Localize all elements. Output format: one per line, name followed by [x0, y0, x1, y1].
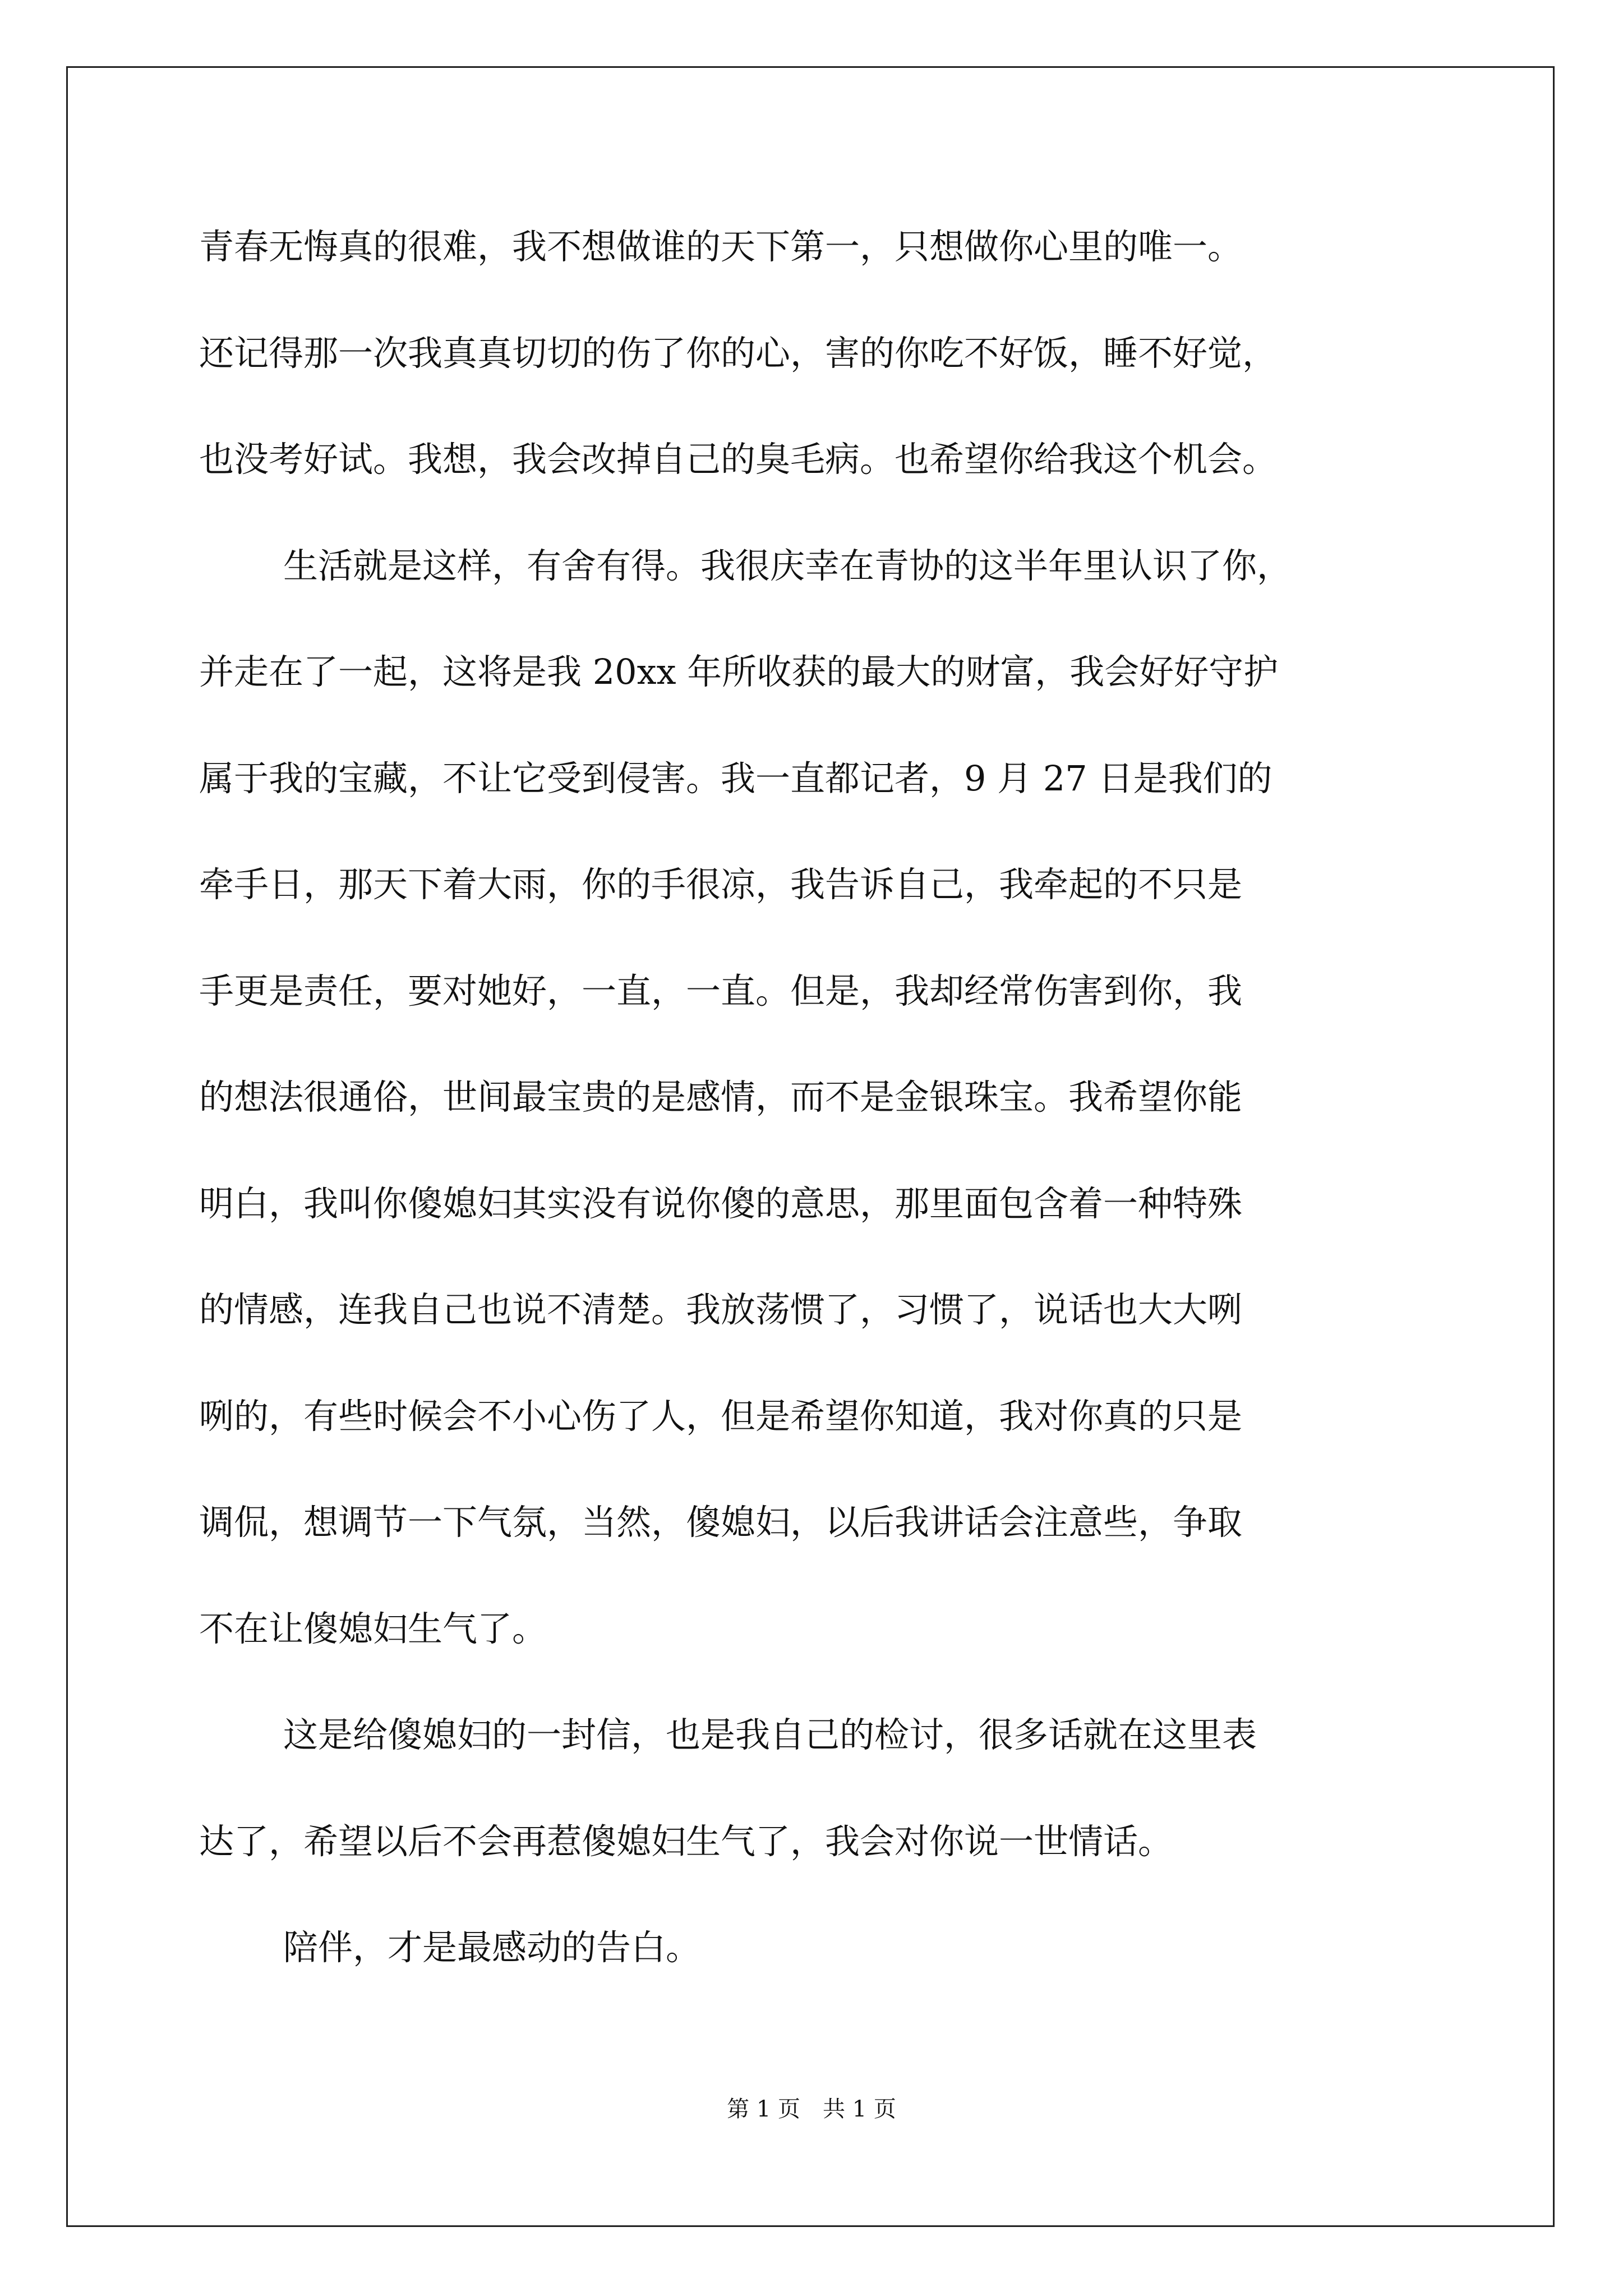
text-line: 调侃，想调节一下气氛，当然，傻媳妇，以后我讲话会注意些，争取 — [199, 1502, 1243, 1543]
text-line: 还记得那一次我真真切切的伤了你的心，害的你吃不好饭，睡不好觉， — [199, 332, 1278, 374]
paragraph-start-line: 陪伴，才是最感动的告白。 — [283, 1927, 701, 1968]
text-line: 手更是责任，要对她好，一直，一直。但是，我却经常伤害到你，我 — [199, 970, 1243, 1011]
paragraph-start-line: 这是给傻媳妇的一封信，也是我自己的检讨，很多话就在这里表 — [283, 1714, 1257, 1755]
text-line: 咧的，有些时候会不小心伤了人，但是希望你知道，我对你真的只是 — [199, 1395, 1243, 1437]
text-line: 青春无悔真的很难，我不想做谁的天下第一，只想做你心里的唯一。 — [199, 226, 1243, 267]
text-line: 并走在了一起，这将是我 20xx 年所收获的最大的财富，我会好好守护 — [199, 651, 1279, 692]
text-line: 也没考好试。我想，我会改掉自己的臭毛病。也希望你给我这个机会。 — [199, 439, 1278, 480]
text-line: 的情感，连我自己也说不清楚。我放荡惯了，习惯了，说话也大大咧 — [199, 1289, 1243, 1330]
text-line: 的想法很通俗，世间最宝贵的是感情，而不是金银珠宝。我希望你能 — [199, 1076, 1243, 1117]
text-line: 牵手日，那天下着大雨，你的手很凉，我告诉自己，我牵起的不只是 — [199, 864, 1243, 905]
text-line: 不在让傻媳妇生气了。 — [199, 1608, 547, 1649]
paragraph-start-line: 生活就是这样，有舍有得。我很庆幸在青协的这半年里认识了你， — [283, 545, 1292, 586]
text-line: 属于我的宝藏，不让它受到侵害。我一直都记者，9 月 27 日是我们的 — [199, 757, 1272, 799]
text-line: 明白，我叫你傻媳妇其实没有说你傻的意思，那里面包含着一种特殊 — [199, 1182, 1243, 1224]
document-body — [199, 194, 1433, 2001]
text-line: 达了，希望以后不会再惹傻媳妇生气了，我会对你说一世情话。 — [199, 1820, 1173, 1862]
page-number-footer: 第 1 页 共 1 页 — [727, 2096, 896, 2122]
